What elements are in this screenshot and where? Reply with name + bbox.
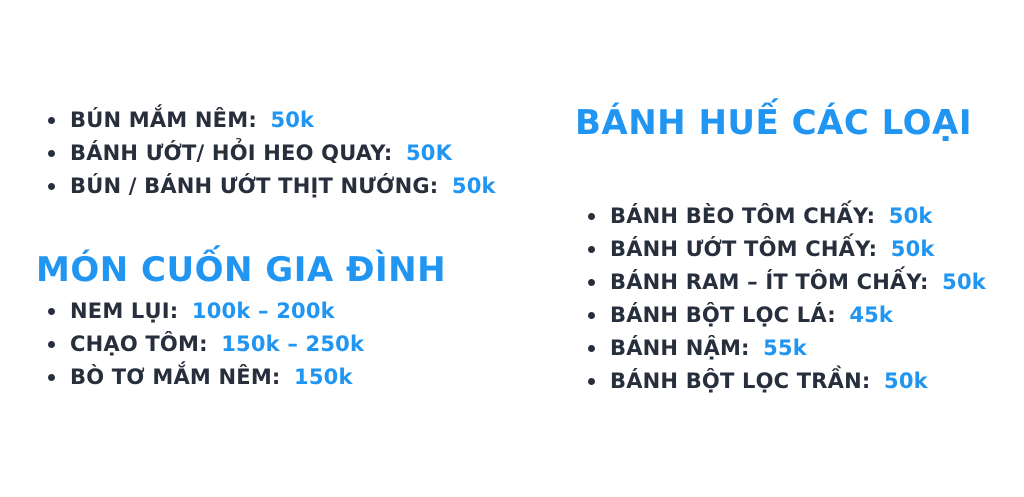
- section-title-mon-cuon-gia-dinh: MÓN CUỐN GIA ĐÌNH: [36, 250, 447, 290]
- menu-item-label: BÒ TƠ MẮM NÊM:: [70, 365, 281, 389]
- menu-item-label: BÚN MẮM NÊM:: [70, 108, 257, 132]
- menu-item-price: 50k: [888, 204, 933, 228]
- menu-item-price: 50k: [942, 270, 986, 294]
- menu-item: [575, 365, 986, 398]
- menu-item-price: 50k: [270, 108, 315, 132]
- bullet-icon: [48, 183, 55, 190]
- menu-item-label: BÁNH BỘT LỌC TRẦN:: [610, 369, 871, 393]
- menu-item-price: 55k: [763, 336, 807, 360]
- menu-item-label: BÁNH ƯỚT TÔM CHẤY:: [610, 237, 878, 261]
- menu-item-price: 100k – 200k: [191, 299, 335, 323]
- bullet-icon: [588, 213, 595, 220]
- menu-item: [36, 361, 364, 394]
- menu-item: [36, 328, 364, 361]
- menu-list-left-bottom: [36, 295, 364, 394]
- menu-item-label: BÁNH BỘT LỌC LÁ:: [610, 303, 836, 327]
- menu-list-right: [575, 200, 986, 398]
- menu-item-price: 50k: [884, 369, 928, 393]
- menu-item: [575, 299, 986, 332]
- bullet-icon: [48, 150, 55, 157]
- bullet-icon: [588, 279, 595, 286]
- menu-item-price: 150k – 250k: [221, 332, 365, 356]
- menu-item: [575, 200, 986, 233]
- menu-item-label: NEM LỤI:: [70, 299, 179, 323]
- menu-item: [575, 332, 986, 365]
- menu-item: [36, 170, 496, 203]
- menu-item-label: BÁNH BÈO TÔM CHẤY:: [610, 204, 876, 228]
- menu-list-left-top: [36, 104, 496, 203]
- bullet-icon: [588, 345, 595, 352]
- menu-item-label: BÁNH NẬM:: [610, 336, 750, 360]
- menu-item: [575, 233, 986, 266]
- bullet-icon: [588, 246, 595, 253]
- menu-item-price: 50k: [451, 174, 496, 198]
- menu-item-price: 50K: [405, 141, 453, 165]
- menu-item: [36, 104, 496, 137]
- menu-item-price: 150k: [294, 365, 353, 389]
- bullet-icon: [48, 374, 55, 381]
- bullet-icon: [48, 117, 55, 124]
- bullet-icon: [48, 341, 55, 348]
- menu-item-label: BÁNH ƯỚT/ HỎI HEO QUAY:: [70, 141, 393, 165]
- bullet-icon: [588, 312, 595, 319]
- menu-item: [36, 137, 496, 170]
- bullet-icon: [48, 308, 55, 315]
- bullet-icon: [588, 378, 595, 385]
- menu-item-price: 45k: [849, 303, 894, 327]
- menu-item-price: 50k: [890, 237, 935, 261]
- menu-item-label: BÁNH RAM – ÍT TÔM CHẤY:: [610, 270, 929, 294]
- menu-item-label: CHẠO TÔM:: [70, 332, 208, 356]
- menu-item: [36, 295, 364, 328]
- menu-item-label: BÚN / BÁNH ƯỚT THỊT NƯỚNG:: [70, 174, 439, 198]
- menu-item: [575, 266, 986, 299]
- section-title-banh-hue-cac-loai: BÁNH HUẾ CÁC LOẠI: [575, 103, 972, 143]
